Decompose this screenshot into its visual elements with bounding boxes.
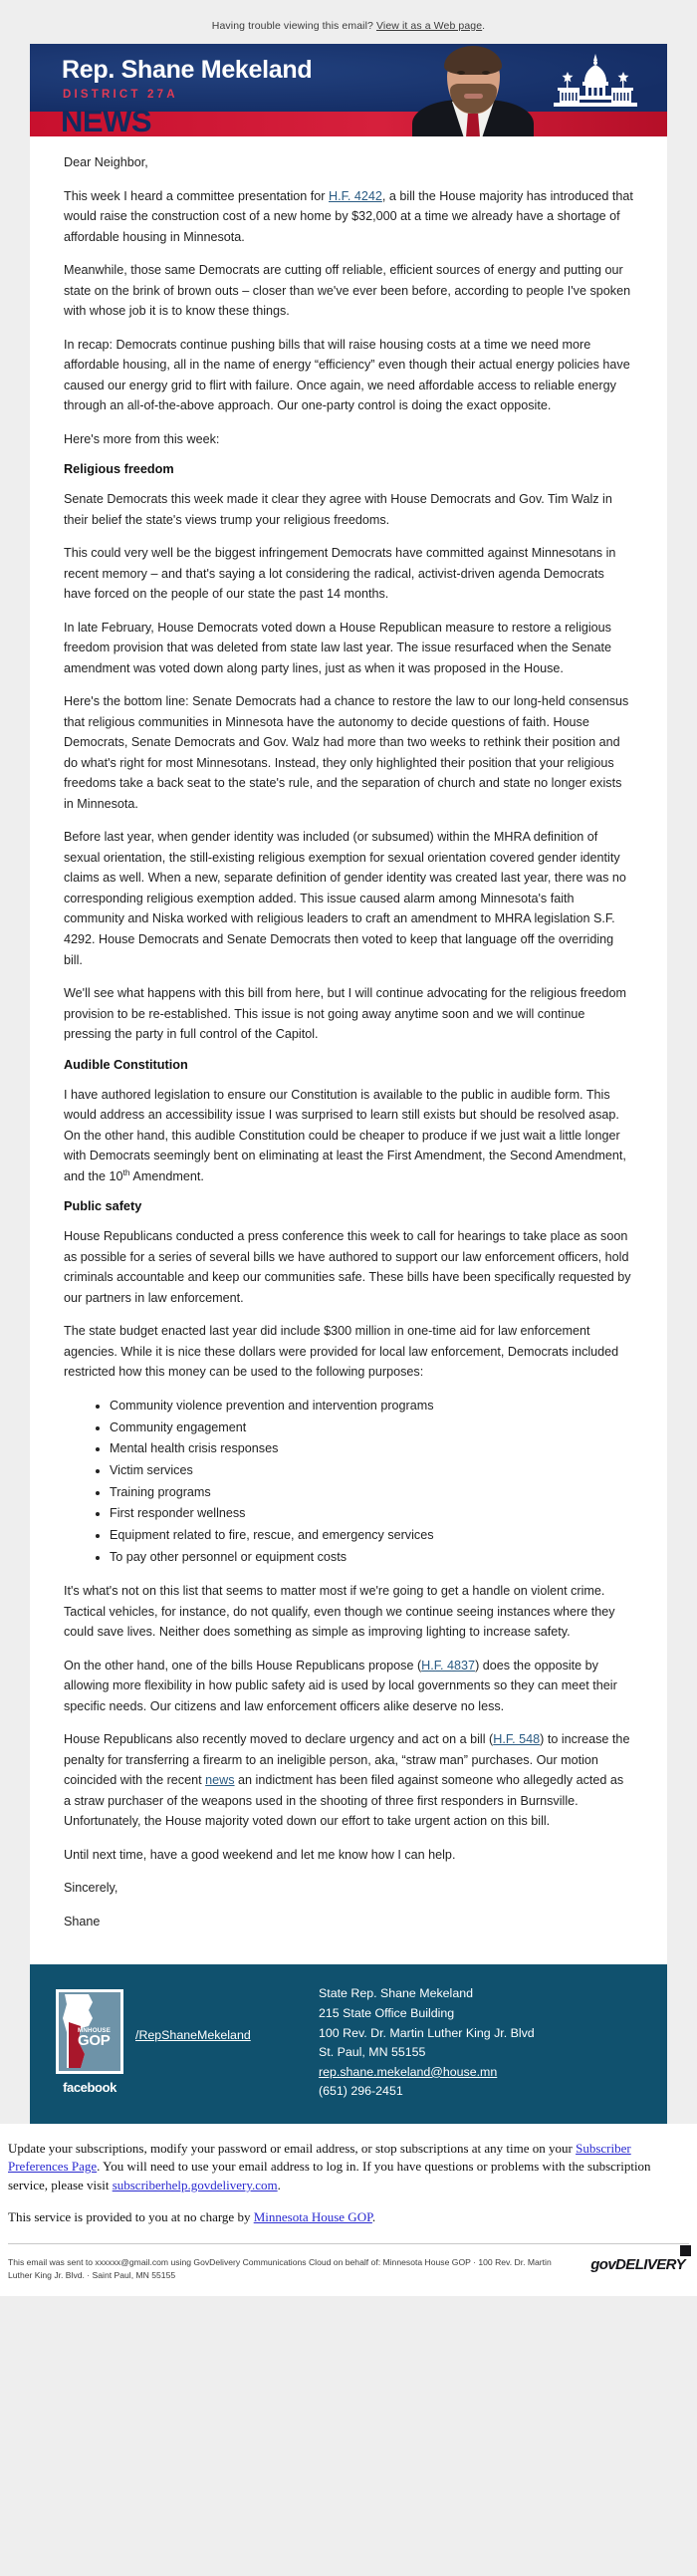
contact-line-street: 100 Rev. Dr. Martin Luther King Jr. Blvd xyxy=(319,2025,535,2040)
contact-line-office: 215 State Office Building xyxy=(319,2006,455,2020)
signature-name: Shane xyxy=(64,1914,101,1929)
view-as-web-page-link[interactable]: View it as a Web page xyxy=(375,20,483,32)
safety-paragraph-3: It's what's not on this list that seems to matter most if we're going to get a handle on violent crime. Tactical vehicles, for instance, do not qualify, even though we continue seeing instances where they could save lives. Neither does something as simple as improving lighting to increase safety. xyxy=(64,1584,615,1640)
contact-email-link[interactable]: rep.shane.mekeland@house.mn xyxy=(319,2064,498,2079)
ordinal-suffix: th xyxy=(122,1166,130,1177)
list-item: • Training programs xyxy=(110,1482,633,1504)
audible-text-b: Amendment. xyxy=(129,1168,204,1183)
representative-photo xyxy=(398,44,548,136)
religious-paragraph-2: This could very well be the biggest infringement Democrats have committed against Minnesotans in recent memory – and that's saying a lot considering the radical, activist-driven agenda Democrats have forced on the people of our state the past 14 months. xyxy=(64,546,616,602)
paragraph-intro xyxy=(64,186,633,248)
legal-paragraph-2 xyxy=(8,2208,689,2226)
facebook-page-link[interactable]: /RepShaneMekeland xyxy=(135,2028,251,2043)
footer-divider xyxy=(8,2243,689,2244)
email-body xyxy=(30,136,667,1964)
heading-religious-freedom: Religious freedom xyxy=(64,462,174,477)
capitol-building-icon xyxy=(550,52,641,119)
facebook-wordmark: facebook xyxy=(63,2080,116,2096)
s4-text-a: On the other hand, one of the bills House Republicans propose ( xyxy=(64,1658,422,1673)
safety-paragraph-1: House Republicans conducted a press conference this week to call for hearings to take place as soon as possible for a series of several bills we have authored to support our law enforcement officers, hold criminals accountable and keep our communities safe. These bills have been specifically requested by our partners in law enforcement. xyxy=(64,1229,631,1305)
hf-4837-link[interactable]: H.F. 4837 xyxy=(421,1658,476,1673)
govdelivery-wordmark: govDELIVERY xyxy=(590,2255,685,2273)
heading-public-safety: Public safety xyxy=(64,1199,142,1214)
list-item: • Equipment related to fire, rescue, and emergency services xyxy=(110,1525,633,1547)
news-link[interactable]: news xyxy=(205,1773,235,1788)
audible-paragraph xyxy=(64,1085,633,1187)
list-item: • Community violence prevention and intervention programs xyxy=(110,1396,633,1417)
preheader-text-before: Having trouble viewing this email? xyxy=(211,20,376,32)
s5-text-b: ) to increase the penalty for transferring a firearm to an ineligible person, aka, “straw man” purchases. Our motion coincided with the recent xyxy=(64,1732,630,1788)
contact-line-name: State Rep. Shane Mekeland xyxy=(319,1986,473,2001)
preheader-text-after: . xyxy=(482,20,486,32)
legal-text-d: This service is provided to you at no charge by xyxy=(8,2209,254,2225)
religious-paragraph-1: Senate Democrats this week made it clear they agree with House Democrats and Gov. Tim Walz in their belief the state's views trump your religious freedoms. xyxy=(64,492,612,527)
email-card xyxy=(30,44,667,2124)
logo-text-gop: GOP xyxy=(78,2032,111,2050)
list-item: • Victim services xyxy=(110,1460,633,1482)
minnesota-house-gop-link[interactable]: Minnesota House GOP xyxy=(253,2209,372,2225)
email-banner xyxy=(30,44,667,136)
legal-text-c: . xyxy=(277,2177,281,2192)
contact-line-city: St. Paul, MN 55155 xyxy=(319,2045,426,2060)
contact-social-block xyxy=(30,1982,319,2102)
safety-paragraph-4 xyxy=(64,1656,633,1717)
paragraph-more-this-week: Here's more from this week: xyxy=(64,431,220,446)
p1-text-a: This week I heard a committee presentation for xyxy=(64,188,329,203)
legal-text-b: . You will need to use your email address to log in. If you have questions or problems with the subscription service, please visit xyxy=(8,2159,651,2192)
legal-text-e: . xyxy=(371,2209,376,2225)
banner-district-label: DISTRICT 27A xyxy=(63,89,178,101)
religious-paragraph-3: In late February, House Democrats voted down a House Republican measure to restore a religious freedom provision that was deleted from state law last year. The issue resurfaced when the Senate amendment was voted down along party lines, just as when it was proposed in the House. xyxy=(64,620,611,675)
govdelivery-logo xyxy=(590,2256,689,2273)
banner-news-wordmark: NEWS xyxy=(61,104,151,136)
subscriber-preferences-link[interactable]: Subscriber Preferences Page xyxy=(8,2140,631,2175)
safety-paragraph-5 xyxy=(64,1729,633,1832)
contact-footer xyxy=(30,1964,667,2124)
govdelivery-footer xyxy=(0,2243,697,2296)
list-item: • To pay other personnel or equipment costs xyxy=(110,1547,633,1569)
list-item: • First responder wellness xyxy=(110,1503,633,1525)
closing-paragraph: Until next time, have a good weekend and let me know how I can help. xyxy=(64,1847,456,1862)
allowed-uses-list xyxy=(64,1396,633,1568)
list-item: • Mental health crisis responses xyxy=(110,1438,633,1460)
subscription-legal-block xyxy=(0,2124,697,2243)
mn-house-gop-logo-block xyxy=(56,1989,123,2095)
safety-paragraph-2: The state budget enacted last year did include $300 million in one-time aid for law enforcement agencies. While it is nice these dollars were provided for local law enforcement, Democrats included restricted how this money can be used to the following purposes: xyxy=(64,1324,619,1380)
preheader xyxy=(0,0,697,44)
legal-text-a: Update your subscriptions, modify your password or email address, or stop subscriptions at any time on your xyxy=(8,2140,577,2156)
religious-paragraph-5: Before last year, when gender identity was included (or subsumed) within the MHRA definition of sexual orientation, the still-existing religious exemption for sexual orientation covered gender identity claims as well. When a new, separate definition of gender identity was created last year, there was no corresponding religious exemption added. This issue caused alarm among Minnesota's faith community and Niska worked with religious leaders to craft an amendment to MHRA legislation S.F. 4292. House Democrats and Senate Democrats then voted to keep that language off the overriding bill. xyxy=(64,830,626,967)
s5-text-c: an indictment has been filed against someone who allegedly acted as a straw purchaser of the weapons used in the shooting of three first responders in Burnsville. Unfortunately, the House majority voted down our effort to take urgent action on this bill. xyxy=(64,1773,624,1829)
govdelivery-sent-notice: This email was sent to xxxxxx@gmail.com using GovDelivery Communications Cloud on behalf of: Minnesota House GOP · 100 Rev. Dr. Martin Luther King Jr. Blvd. · Saint Paul, MN 55155 xyxy=(8,2256,552,2280)
religious-paragraph-6: We'll see what happens with this bill from here, but I will continue advocating for the religious freedom provision to be re-established. This issue is not going away anytime soon and we will continue pressing the party in full control of the Capitol. xyxy=(64,986,626,1042)
religious-paragraph-4: Here's the bottom line: Senate Democrats had a chance to restore the law to our long-held consensus that religious communities in Minnesota have the autonomy to decide questions of faith. House Democrats, Senate Democrats and Gov. Walz had more than two weeks to rethink their position and do what's right for most Minnesotans. Instead, they only highlighted their position that your religious freedoms take a back seat to the state's rule, and the separation of church and state no longer exists in Minnesota. xyxy=(64,694,629,811)
hf-548-link[interactable]: H.F. 548 xyxy=(493,1732,541,1747)
logo-text-mnhouse: MNHOUSE xyxy=(78,2027,112,2035)
paragraph-energy: Meanwhile, those same Democrats are cutting off reliable, efficient sources of energy and putting our state on the brink of brown outs – closer than we've ever been before, according to people I've spoken with whose job it is to know these things. xyxy=(64,263,631,319)
banner-representative-name: Rep. Shane Mekeland xyxy=(62,56,313,84)
govdelivery-mark-icon xyxy=(680,2245,691,2256)
s4-text-b: ) does the opposite by allowing more flexibility in how public safety aid is used by local governments so they can meet their specific needs. Our citizens and law enforcement officers alike deserve no less. xyxy=(64,1658,617,1713)
audible-text-a: I have authored legislation to ensure our Constitution is available to the public in audible form. This would address an accessibility issue I was surprised to learn still exists but should be resolved asap. On the other hand, this audible Constitution could be cheaper to produce if we just wait a little longer with Democrats seemingly bent on eliminating at least the First Amendment, the Second Amendment, and the 10 xyxy=(64,1087,626,1183)
salutation: Dear Neighbor, xyxy=(64,155,148,169)
subscriber-help-link[interactable]: subscriberhelp.govdelivery.com xyxy=(112,2177,278,2192)
heading-audible-constitution: Audible Constitution xyxy=(64,1057,188,1072)
mn-house-gop-logo xyxy=(56,1989,123,2074)
s5-text-a: House Republicans also recently moved to declare urgency and act on a bill ( xyxy=(64,1732,494,1747)
signoff: Sincerely, xyxy=(64,1881,118,1896)
paragraph-recap: In recap: Democrats continue pushing bills that will raise housing costs at a time we need more affordable housing, all in the name of energy “efficiency” even though their actual energy policies have caused our energy grid to flirt with failure. Once again, we need affordable access to reliable energy through an all-of-the-above approach. Our one-party control is doing the exact opposite. xyxy=(64,337,630,413)
contact-phone: (651) 296-2451 xyxy=(319,2084,403,2099)
contact-address-block xyxy=(319,1982,535,2102)
p1-text-b: , a bill the House majority has introduced that would raise the construction cost of a new home by $32,000 at a time we already have a shortage of affordable housing in Minnesota. xyxy=(64,188,633,244)
hf-4242-link[interactable]: H.F. 4242 xyxy=(329,188,382,203)
legal-paragraph-1 xyxy=(8,2140,689,2194)
list-item: • Community engagement xyxy=(110,1417,633,1439)
